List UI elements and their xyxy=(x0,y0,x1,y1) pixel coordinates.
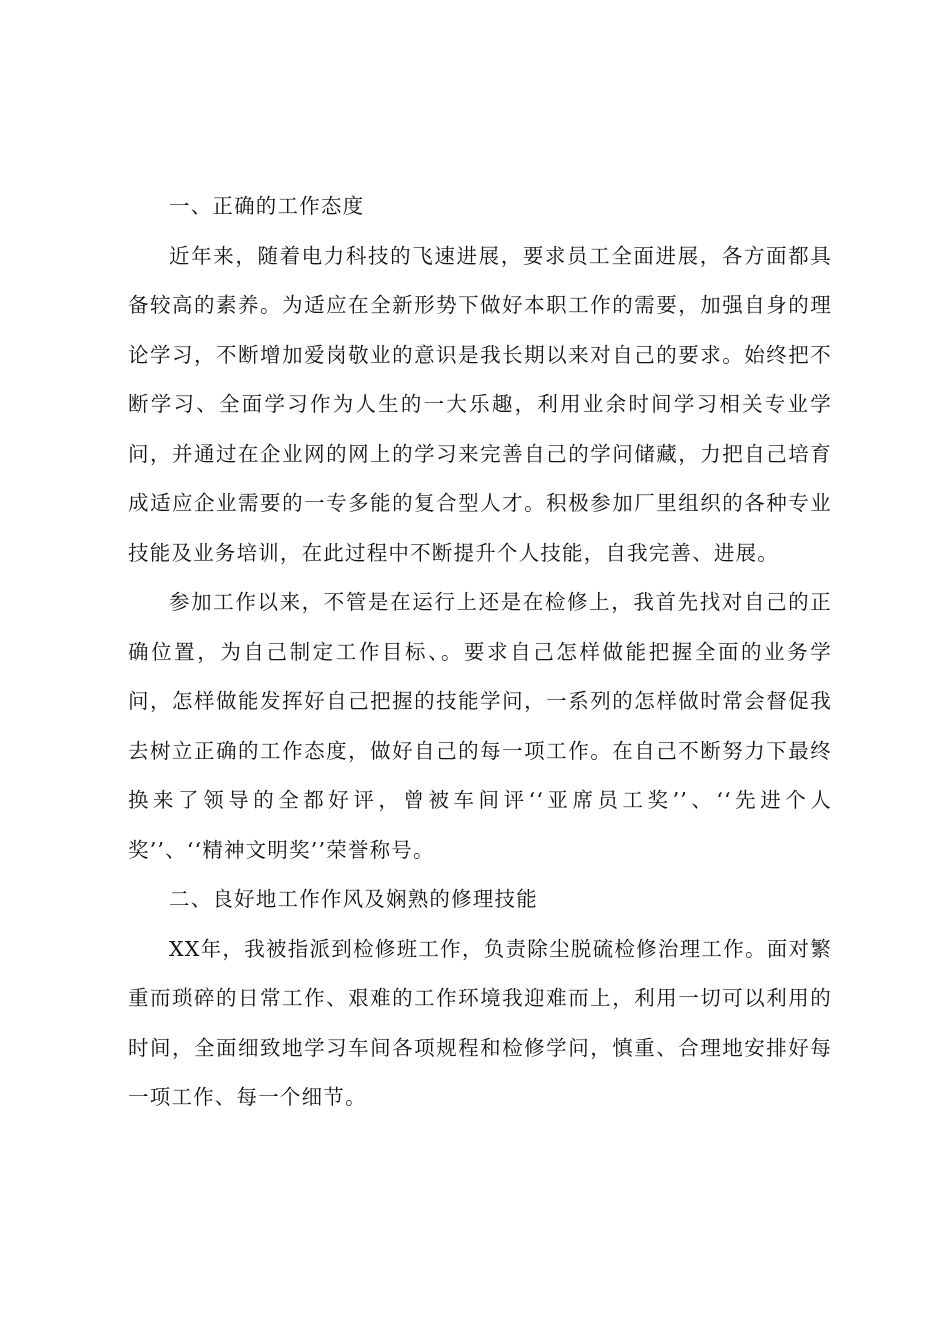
document-body xyxy=(128,182,832,1123)
paragraph-3: XX年，我被指派到检修班工作，负责除尘脱硫检修治理工作。面对繁重而琐碎的日常工作、艰难的工作环境我迎难而上，利用一切可以利用的时间，全面细致地学习车间各项规程和检修学问，慎重、合理地安排好每一项工作、每一个细节。 xyxy=(128,936,832,1109)
paragraph-2: 参加工作以来，不管是在运行上还是在检修上，我首先找对自己的正确位置，为自己制定工作目标、。要求自己怎样做能把握全面的业务学问，怎样做能发挥好自己把握的技能学问，一系列的怎样做时常会督促我去树立正确的工作态度，做好自己的每一项工作。在自己不断努力下最终换来了领导的全都好评，曾被车间评‘‘亚席员工奖’’、‘‘先进个人奖’’、‘‘精神文明奖’’荣誉称号。 xyxy=(128,590,832,862)
section-heading-2: 二、良好地工作作风及娴熟的修理技能 xyxy=(169,887,538,911)
section-heading-1: 一、正确的工作态度 xyxy=(169,194,365,218)
paragraph-1: 近年来，随着电力科技的飞速进展，要求员工全面进展，各方面都具备较高的素养。为适应在全新形势下做好本职工作的需要，加强自身的理论学习，不断增加爱岗敬业的意识是我长期以来对自己的要求。始终把不断学习、全面学习作为人生的一大乐趣，利用业余时间学习相关专业学问，并通过在企业网的网上的学习来完善自己的学问储藏，力把自己培育成适应企业需要的一专多能的复合型人才。积极参加厂里组织的各种专业技能及业务培训，在此过程中不断提升个人技能，自我完善、进展。 xyxy=(128,243,832,565)
